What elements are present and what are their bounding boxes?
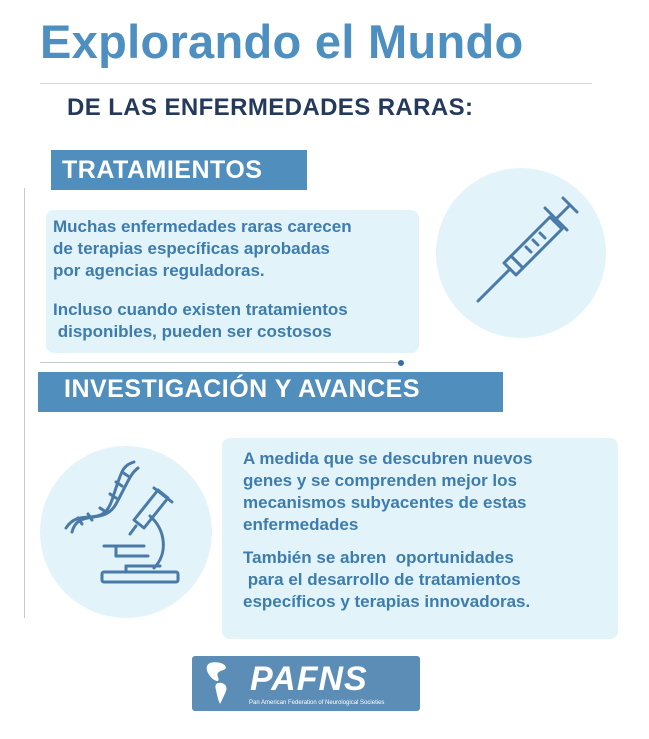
card-line: mecanismos subyacentes de estas <box>243 493 527 512</box>
logo-wordmark: PAFNS <box>250 660 368 698</box>
card-line: por agencias reguladoras. <box>53 261 265 280</box>
card-line: genes y se comprenden mejor los <box>243 471 517 490</box>
card-line: específicos y terapias innovadoras. <box>243 592 531 611</box>
logo-tagline: Pan American Federation of Neurological Societies <box>249 700 385 706</box>
card-line: Muchas enfermedades raras carecen <box>53 217 352 236</box>
card-line: de terapias específicas aprobadas <box>53 239 330 258</box>
left-guide-line <box>24 188 25 618</box>
title-divider <box>40 83 592 84</box>
tratamientos-card <box>46 210 419 353</box>
microscope-icon <box>96 486 186 596</box>
card-line: A medida que se descubren nuevos <box>243 449 533 468</box>
section-banner-tratamientos: TRATAMIENTOS <box>51 150 307 190</box>
investigacion-card <box>222 438 618 639</box>
section-banner-investigacion: INVESTIGACIÓN Y AVANCES <box>38 372 503 412</box>
page-title: Explorando el Mundo <box>40 15 524 68</box>
divider-dot <box>398 360 404 366</box>
card-line: para el desarrollo de tratamientos <box>243 570 521 589</box>
americas-globe-icon <box>196 659 244 707</box>
card-line: También se abren oportunidades <box>243 548 514 567</box>
page-subtitle: DE LAS ENFERMEDADES RARAS: <box>67 94 474 121</box>
section-divider <box>40 362 402 363</box>
card-line: enfermedades <box>243 515 359 534</box>
syringe-icon <box>466 190 586 310</box>
card-line: Incluso cuando existen tratamientos <box>53 300 348 319</box>
card-line: disponibles, pueden ser costosos <box>53 322 332 341</box>
